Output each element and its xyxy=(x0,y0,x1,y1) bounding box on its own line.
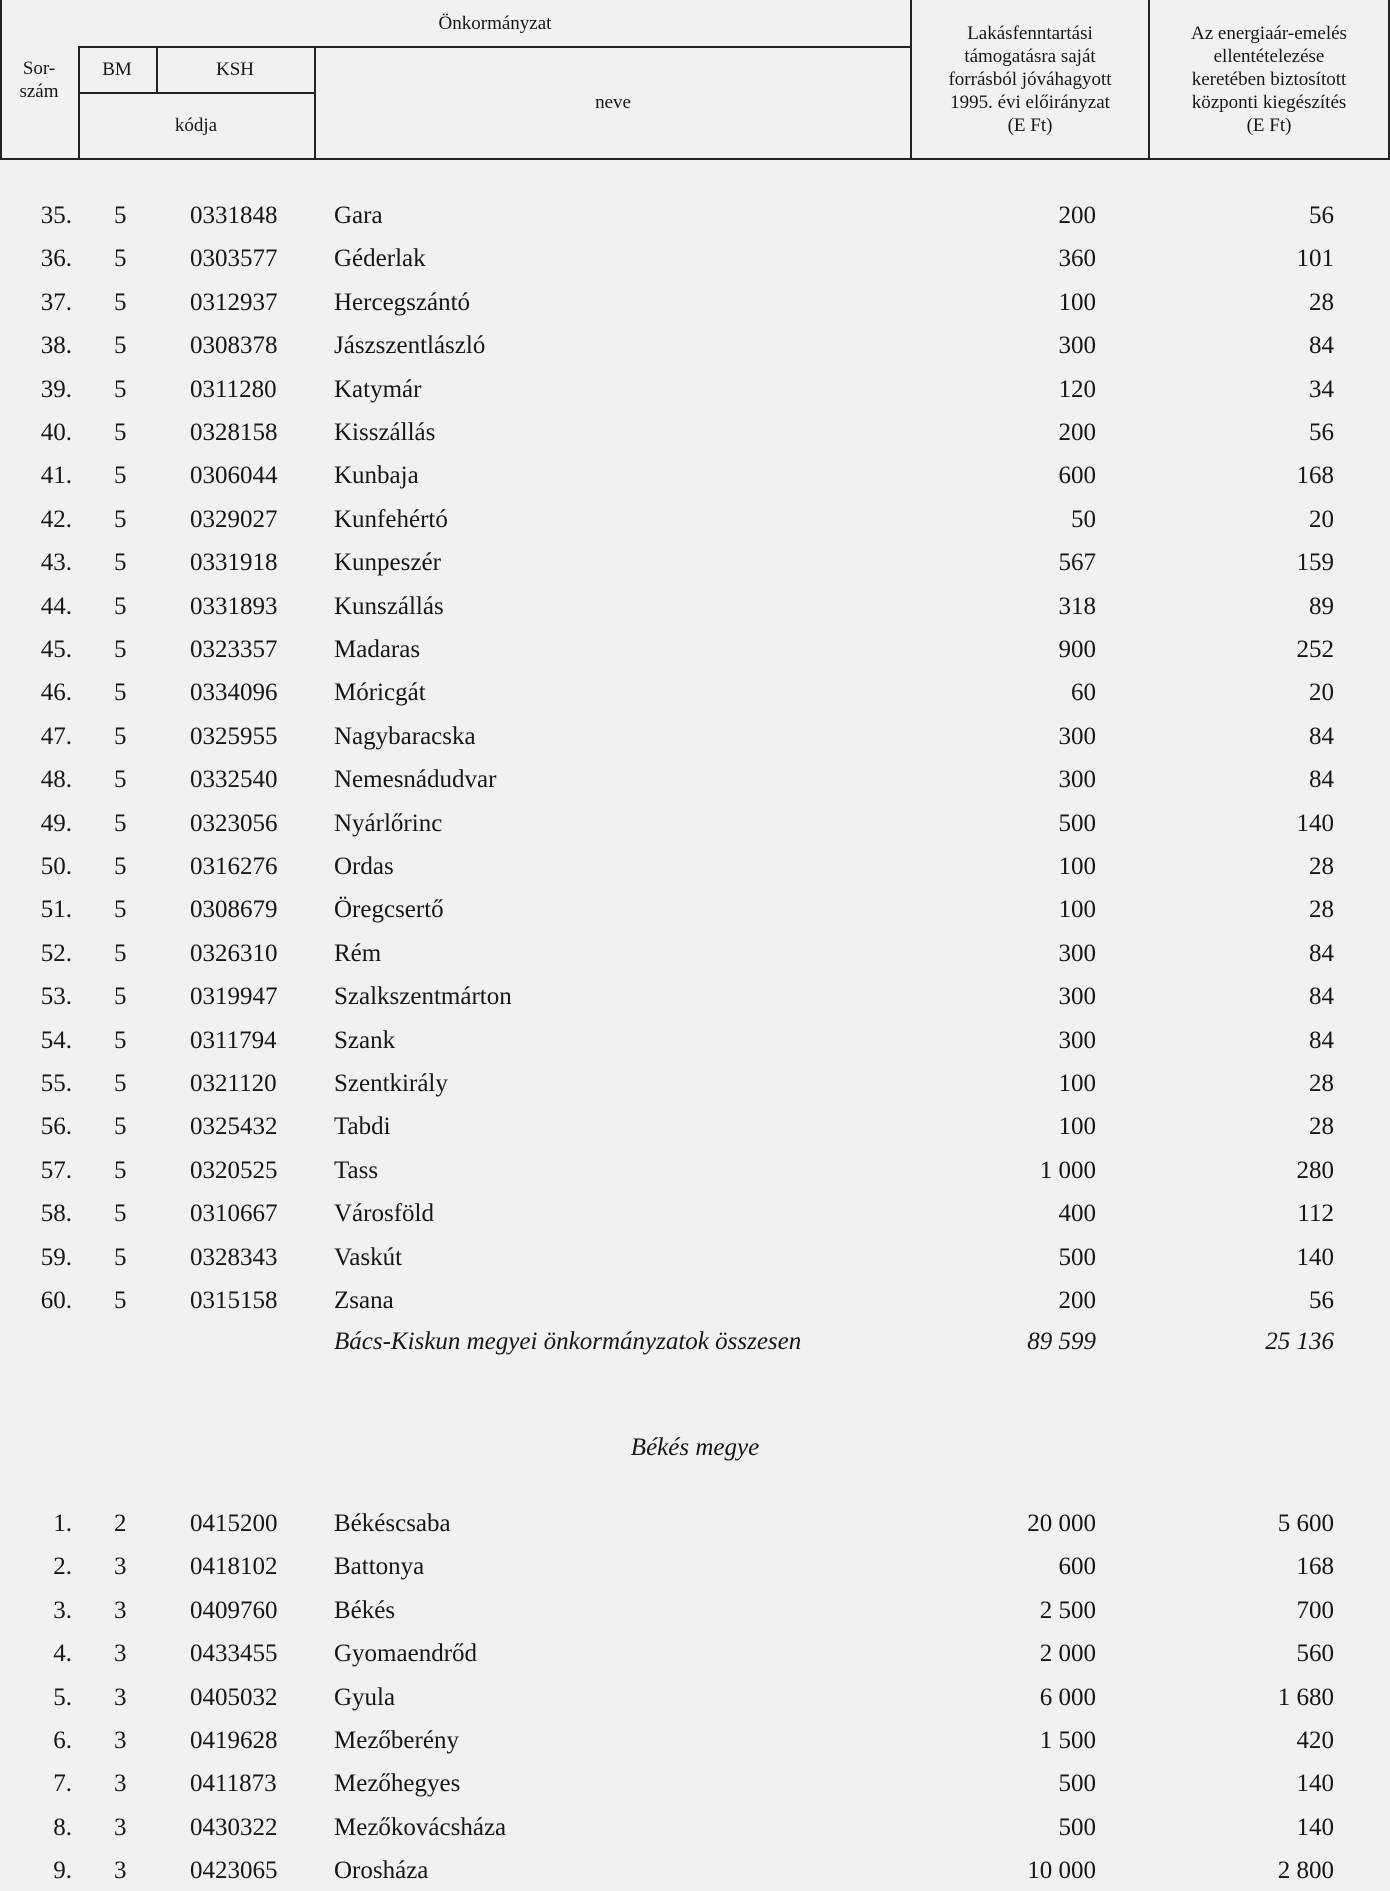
lakasfenntartasi-cell: 6 000 xyxy=(1039,1683,1096,1711)
onkormanyzat-name-cell: Kisszállás xyxy=(334,419,436,446)
energiaar-cell: 252 xyxy=(1296,636,1334,663)
table-row xyxy=(0,500,1390,540)
ksh-code-cell: 0303577 xyxy=(190,245,278,273)
sorszam-cell: 40. xyxy=(40,419,72,446)
energiaar-cell: 140 xyxy=(1296,809,1334,837)
sorszam-cell: 42. xyxy=(40,505,72,533)
energiaar-cell: 560 xyxy=(1296,1640,1334,1668)
lakasfenntartasi-cell: 600 xyxy=(1058,1553,1096,1581)
lakasfenntartasi-cell: 300 xyxy=(1058,722,1096,750)
ksh-code-cell: 0308378 xyxy=(190,332,278,360)
header-bm: BM xyxy=(102,58,132,80)
table-row xyxy=(0,370,1390,410)
lakasfenntartasi-cell: 300 xyxy=(1058,939,1096,967)
bm-code-cell: 5 xyxy=(114,896,127,924)
header-energiaar: Az energiaár-emelés ellentételezése keretében biztosított központi kiegészítés (E Ft) xyxy=(1191,22,1347,136)
bm-code-cell: 5 xyxy=(114,462,127,490)
energiaar-cell: 56 xyxy=(1309,1287,1334,1314)
bm-code-cell: 5 xyxy=(114,679,127,707)
bm-code-cell: 5 xyxy=(114,1287,127,1314)
onkormanyzat-name-cell: Nyárlőrinc xyxy=(334,809,443,837)
ksh-code-cell: 0328343 xyxy=(190,1243,278,1271)
onkormanyzat-name-cell: Szank xyxy=(334,1026,396,1054)
header-neve: neve xyxy=(595,91,631,113)
bm-code-cell: 5 xyxy=(114,1200,127,1228)
table-row xyxy=(0,1107,1390,1147)
energiaar-cell: 140 xyxy=(1296,1813,1334,1841)
ksh-code-cell: 0326310 xyxy=(190,939,278,967)
ksh-code-cell: 0409760 xyxy=(190,1596,278,1624)
lakasfenntartasi-cell: 200 xyxy=(1058,202,1096,229)
onkormanyzat-name-cell: Mezőberény xyxy=(334,1727,459,1754)
sorszam-cell: 37. xyxy=(40,288,72,316)
bm-code-cell: 5 xyxy=(114,722,127,750)
bm-code-cell: 5 xyxy=(114,983,127,1011)
bm-code-cell: 3 xyxy=(114,1727,127,1754)
sorszam-cell: 38. xyxy=(40,332,72,360)
energiaar-cell: 28 xyxy=(1309,896,1334,924)
lakasfenntartasi-cell: 300 xyxy=(1058,332,1096,360)
onkormanyzat-name-cell: Öregcsertő xyxy=(334,896,444,924)
ksh-code-cell: 0334096 xyxy=(190,679,278,707)
table-row xyxy=(0,717,1390,757)
sorszam-cell: 39. xyxy=(40,375,72,403)
bm-code-cell: 5 xyxy=(114,939,127,967)
bm-code-cell: 3 xyxy=(114,1553,127,1581)
lakasfenntartasi-cell: 100 xyxy=(1058,1070,1096,1097)
lakasfenntartasi-cell: 360 xyxy=(1058,245,1096,273)
energiaar-cell: 168 xyxy=(1296,462,1334,490)
lakasfenntartasi-cell: 1 000 xyxy=(1039,1156,1096,1184)
energiaar-cell: 84 xyxy=(1309,983,1334,1011)
bm-code-cell: 3 xyxy=(114,1813,127,1841)
sorszam-cell: 6. xyxy=(53,1727,72,1754)
lakasfenntartasi-cell: 500 xyxy=(1058,1813,1096,1841)
onkormanyzat-name-cell: Mezőkovácsháza xyxy=(334,1813,507,1841)
lakasfenntartasi-cell: 500 xyxy=(1058,1243,1096,1271)
bm-code-cell: 3 xyxy=(114,1640,127,1668)
energiaar-cell: 89 xyxy=(1309,592,1334,620)
energiaar-cell: 28 xyxy=(1309,853,1334,880)
table-row xyxy=(0,890,1390,930)
ksh-code-cell: 0315158 xyxy=(190,1287,278,1314)
ksh-code-cell: 0311280 xyxy=(190,375,277,403)
table-row xyxy=(0,1238,1390,1278)
onkormanyzat-name-cell: Orosháza xyxy=(334,1857,429,1885)
energiaar-cell: 84 xyxy=(1309,939,1334,967)
table-row xyxy=(0,1808,1390,1848)
ksh-code-cell: 0325955 xyxy=(190,722,278,750)
lakasfenntartasi-cell: 318 xyxy=(1058,592,1096,620)
sorszam-cell: 36. xyxy=(40,245,72,273)
header-onkormanyzat: Önkormányzat xyxy=(438,12,552,34)
sorszam-cell: 48. xyxy=(40,766,72,794)
bm-code-cell: 5 xyxy=(114,1026,127,1054)
onkormanyzat-name-cell: Katymár xyxy=(334,375,422,403)
energiaar-cell: 20 xyxy=(1309,679,1334,707)
ksh-code-cell: 0311794 xyxy=(190,1026,277,1054)
header-ksh: KSH xyxy=(215,58,254,80)
sorszam-cell: 54. xyxy=(40,1026,72,1054)
table-row xyxy=(0,1064,1390,1104)
ksh-code-cell: 0325432 xyxy=(190,1113,278,1141)
bm-code-cell: 5 xyxy=(114,766,127,794)
total-lakasfenntartasi: 89 599 xyxy=(1027,1328,1096,1355)
onkormanyzat-name-cell: Rém xyxy=(334,939,382,967)
table-row xyxy=(0,1764,1390,1804)
onkormanyzat-name-cell: Szentkirály xyxy=(334,1070,448,1097)
ksh-code-cell: 0423065 xyxy=(190,1857,278,1885)
table-row xyxy=(0,760,1390,800)
energiaar-cell: 5 600 xyxy=(1277,1510,1334,1537)
energiaar-cell: 20 xyxy=(1309,505,1334,533)
onkormanyzat-name-cell: Tabdi xyxy=(334,1113,391,1141)
bm-code-cell: 5 xyxy=(114,505,127,533)
ksh-code-cell: 0418102 xyxy=(190,1553,278,1581)
onkormanyzat-name-cell: Kunfehértó xyxy=(334,505,448,533)
table-row xyxy=(0,326,1390,366)
energiaar-cell: 84 xyxy=(1309,722,1334,750)
onkormanyzat-name-cell: Nagybaracska xyxy=(334,722,476,750)
sorszam-cell: 9. xyxy=(53,1857,72,1885)
lakasfenntartasi-cell: 100 xyxy=(1058,288,1096,316)
onkormanyzat-name-cell: Ordas xyxy=(334,853,394,880)
sorszam-cell: 8. xyxy=(53,1813,72,1841)
table-row xyxy=(0,283,1390,323)
energiaar-cell: 84 xyxy=(1309,332,1334,360)
ksh-code-cell: 0411873 xyxy=(190,1770,277,1798)
sorszam-cell: 55. xyxy=(40,1070,72,1097)
ksh-code-cell: 0306044 xyxy=(190,462,278,490)
energiaar-cell: 101 xyxy=(1296,245,1334,273)
lakasfenntartasi-cell: 200 xyxy=(1058,1287,1096,1314)
ksh-code-cell: 0332540 xyxy=(190,766,278,794)
ksh-code-cell: 0430322 xyxy=(190,1813,278,1841)
sorszam-cell: 1. xyxy=(53,1510,72,1537)
bm-code-cell: 5 xyxy=(114,636,127,663)
table-row xyxy=(0,630,1390,670)
bm-code-cell: 5 xyxy=(114,592,127,620)
energiaar-cell: 84 xyxy=(1309,1026,1334,1054)
energiaar-cell: 1 680 xyxy=(1277,1683,1334,1711)
energiaar-cell: 56 xyxy=(1309,202,1334,229)
energiaar-cell: 28 xyxy=(1309,288,1334,316)
lakasfenntartasi-cell: 600 xyxy=(1058,462,1096,490)
onkormanyzat-name-cell: Kunpeszér xyxy=(334,549,441,577)
header-kodja: kódja xyxy=(174,114,218,136)
sorszam-cell: 45. xyxy=(40,636,72,663)
table-row xyxy=(0,1547,1390,1587)
lakasfenntartasi-cell: 50 xyxy=(1071,505,1096,533)
lakasfenntartasi-cell: 200 xyxy=(1058,419,1096,446)
bm-code-cell: 5 xyxy=(114,332,127,360)
sorszam-cell: 35. xyxy=(40,202,72,229)
sorszam-cell: 47. xyxy=(40,722,72,750)
onkormanyzat-name-cell: Zsana xyxy=(334,1287,394,1314)
onkormanyzat-name-cell: Gyomaendrőd xyxy=(334,1640,478,1668)
onkormanyzat-name-cell: Mezőhegyes xyxy=(334,1770,461,1798)
table-row xyxy=(0,1194,1390,1234)
bm-code-cell: 5 xyxy=(114,419,127,446)
total-energiaar: 25 136 xyxy=(1265,1328,1334,1355)
onkormanyzat-name-cell: Battonya xyxy=(334,1553,425,1581)
bm-code-cell: 3 xyxy=(114,1770,127,1798)
ksh-code-cell: 0328158 xyxy=(190,419,278,446)
sorszam-cell: 51. xyxy=(40,896,72,924)
bm-code-cell: 5 xyxy=(114,1070,127,1097)
energiaar-cell: 420 xyxy=(1296,1727,1334,1754)
lakasfenntartasi-cell: 100 xyxy=(1058,896,1096,924)
table-row xyxy=(0,1721,1390,1761)
lakasfenntartasi-cell: 2 500 xyxy=(1039,1596,1096,1624)
table-row xyxy=(0,977,1390,1017)
lakasfenntartasi-cell: 500 xyxy=(1058,809,1096,837)
sorszam-cell: 4. xyxy=(53,1640,72,1668)
onkormanyzat-name-cell: Nemesnádudvar xyxy=(334,766,497,794)
onkormanyzat-name-cell: Gara xyxy=(334,202,383,229)
onkormanyzat-name-cell: Vaskút xyxy=(334,1243,403,1271)
energiaar-cell: 168 xyxy=(1296,1553,1334,1581)
ksh-code-cell: 0433455 xyxy=(190,1640,278,1668)
energiaar-cell: 700 xyxy=(1296,1596,1334,1624)
ksh-code-cell: 0312937 xyxy=(190,288,278,316)
bm-code-cell: 3 xyxy=(114,1596,127,1624)
sorszam-cell: 52. xyxy=(40,939,72,967)
lakasfenntartasi-cell: 300 xyxy=(1058,983,1096,1011)
onkormanyzat-name-cell: Kunszállás xyxy=(334,592,444,620)
ksh-code-cell: 0331893 xyxy=(190,592,278,620)
lakasfenntartasi-cell: 900 xyxy=(1058,636,1096,663)
lakasfenntartasi-cell: 100 xyxy=(1058,853,1096,880)
bm-code-cell: 5 xyxy=(114,1113,127,1141)
total-label: Bács-Kiskun megyei önkormányzatok összesen xyxy=(334,1328,802,1355)
section-title-bekes: Békés megye xyxy=(630,1434,760,1461)
bm-code-cell: 5 xyxy=(114,853,127,880)
energiaar-cell: 159 xyxy=(1296,549,1334,577)
energiaar-cell: 34 xyxy=(1309,375,1334,403)
bm-code-cell: 3 xyxy=(114,1683,127,1711)
bm-code-cell: 5 xyxy=(114,1243,127,1271)
table-row xyxy=(0,413,1390,453)
table-row xyxy=(0,1281,1390,1321)
onkormanyzat-name-cell: Jászszentlászló xyxy=(334,332,486,360)
energiaar-cell: 28 xyxy=(1309,1070,1334,1097)
ksh-code-cell: 0415200 xyxy=(190,1510,278,1537)
lakasfenntartasi-cell: 20 000 xyxy=(1027,1510,1096,1537)
sorszam-cell: 57. xyxy=(40,1156,72,1184)
ksh-code-cell: 0321120 xyxy=(190,1070,277,1097)
bm-code-cell: 3 xyxy=(114,1857,127,1885)
ksh-code-cell: 0331918 xyxy=(190,549,278,577)
energiaar-cell: 140 xyxy=(1296,1243,1334,1271)
ksh-code-cell: 0323357 xyxy=(190,636,278,663)
bm-code-cell: 5 xyxy=(114,809,127,837)
table-row xyxy=(0,587,1390,627)
ksh-code-cell: 0319947 xyxy=(190,983,278,1011)
sorszam-cell: 60. xyxy=(40,1287,72,1314)
onkormanyzat-name-cell: Géderlak xyxy=(334,245,426,273)
sorszam-cell: 59. xyxy=(40,1243,72,1271)
onkormanyzat-name-cell: Móricgát xyxy=(334,679,426,707)
ksh-code-cell: 0323056 xyxy=(190,809,278,837)
sorszam-cell: 58. xyxy=(40,1200,72,1228)
table-row xyxy=(0,1151,1390,1191)
onkormanyzat-name-cell: Békés xyxy=(334,1596,396,1624)
ksh-code-cell: 0310667 xyxy=(190,1200,278,1228)
onkormanyzat-name-cell: Madaras xyxy=(334,636,421,663)
table-row xyxy=(0,1851,1390,1891)
onkormanyzat-name-cell: Tass xyxy=(334,1156,379,1184)
table-row xyxy=(0,196,1390,236)
sorszam-cell: 44. xyxy=(40,592,72,620)
energiaar-cell: 2 800 xyxy=(1277,1857,1334,1885)
bm-code-cell: 5 xyxy=(114,375,127,403)
ksh-code-cell: 0308679 xyxy=(190,896,278,924)
header-sorszam: Sor- szám xyxy=(19,58,59,102)
energiaar-cell: 280 xyxy=(1296,1156,1334,1184)
table-row xyxy=(0,1021,1390,1061)
bm-code-cell: 5 xyxy=(114,288,127,316)
sorszam-cell: 5. xyxy=(53,1683,72,1711)
table-row xyxy=(0,1504,1390,1544)
onkormanyzat-name-cell: Békéscsaba xyxy=(334,1510,451,1537)
bm-code-cell: 5 xyxy=(114,549,127,577)
ksh-code-cell: 0316276 xyxy=(190,853,278,880)
bm-code-cell: 2 xyxy=(114,1510,127,1537)
bm-code-cell: 5 xyxy=(114,202,127,229)
sorszam-cell: 43. xyxy=(40,549,72,577)
onkormanyzat-name-cell: Kunbaja xyxy=(334,462,419,490)
ksh-code-cell: 0329027 xyxy=(190,505,278,533)
sorszam-cell: 56. xyxy=(40,1113,72,1141)
energiaar-cell: 56 xyxy=(1309,419,1334,446)
table-row xyxy=(0,456,1390,496)
table-row xyxy=(0,804,1390,844)
sorszam-cell: 49. xyxy=(40,809,72,837)
sorszam-cell: 2. xyxy=(53,1553,72,1581)
energiaar-cell: 112 xyxy=(1297,1200,1334,1228)
table-row xyxy=(0,1678,1390,1718)
table-row xyxy=(0,1591,1390,1631)
lakasfenntartasi-cell: 1 500 xyxy=(1039,1727,1096,1754)
ksh-code-cell: 0320525 xyxy=(190,1156,278,1184)
lakasfenntartasi-cell: 60 xyxy=(1071,679,1096,707)
table-row xyxy=(0,1634,1390,1674)
lakasfenntartasi-cell: 10 000 xyxy=(1027,1857,1096,1885)
table-row xyxy=(0,847,1390,887)
table-row xyxy=(0,934,1390,974)
lakasfenntartasi-cell: 300 xyxy=(1058,766,1096,794)
onkormanyzat-name-cell: Gyula xyxy=(334,1683,396,1711)
onkormanyzat-name-cell: Városföld xyxy=(334,1200,434,1228)
sorszam-cell: 50. xyxy=(40,853,72,880)
lakasfenntartasi-cell: 400 xyxy=(1058,1200,1096,1228)
bm-code-cell: 5 xyxy=(114,245,127,273)
sorszam-cell: 3. xyxy=(53,1596,72,1624)
onkormanyzat-name-cell: Hercegszántó xyxy=(334,288,471,316)
sorszam-cell: 53. xyxy=(40,983,72,1011)
sorszam-cell: 41. xyxy=(40,462,72,490)
onkormanyzat-name-cell: Szalkszentmárton xyxy=(334,983,512,1011)
table-row xyxy=(0,239,1390,279)
bacs-kiskun-total-row xyxy=(0,1322,1390,1362)
ksh-code-cell: 0331848 xyxy=(190,202,278,229)
sorszam-cell: 46. xyxy=(40,679,72,707)
table-row xyxy=(0,673,1390,713)
header-lakasfenntartasi: Lakásfenntartási támogatásra saját forrásból jóváhagyott 1995. évi előirányzat (E Ft) xyxy=(948,22,1112,136)
ksh-code-cell: 0405032 xyxy=(190,1683,278,1711)
lakasfenntartasi-cell: 2 000 xyxy=(1039,1640,1096,1668)
bm-code-cell: 5 xyxy=(114,1156,127,1184)
sorszam-cell: 7. xyxy=(53,1770,72,1798)
lakasfenntartasi-cell: 300 xyxy=(1058,1026,1096,1054)
energiaar-cell: 84 xyxy=(1309,766,1334,794)
energiaar-cell: 140 xyxy=(1296,1770,1334,1798)
energiaar-cell: 28 xyxy=(1309,1113,1334,1141)
lakasfenntartasi-cell: 120 xyxy=(1058,375,1096,403)
lakasfenntartasi-cell: 567 xyxy=(1058,549,1096,577)
ksh-code-cell: 0419628 xyxy=(190,1727,278,1754)
lakasfenntartasi-cell: 100 xyxy=(1058,1113,1096,1141)
lakasfenntartasi-cell: 500 xyxy=(1058,1770,1096,1798)
table-header xyxy=(0,0,1390,160)
table-row xyxy=(0,543,1390,583)
